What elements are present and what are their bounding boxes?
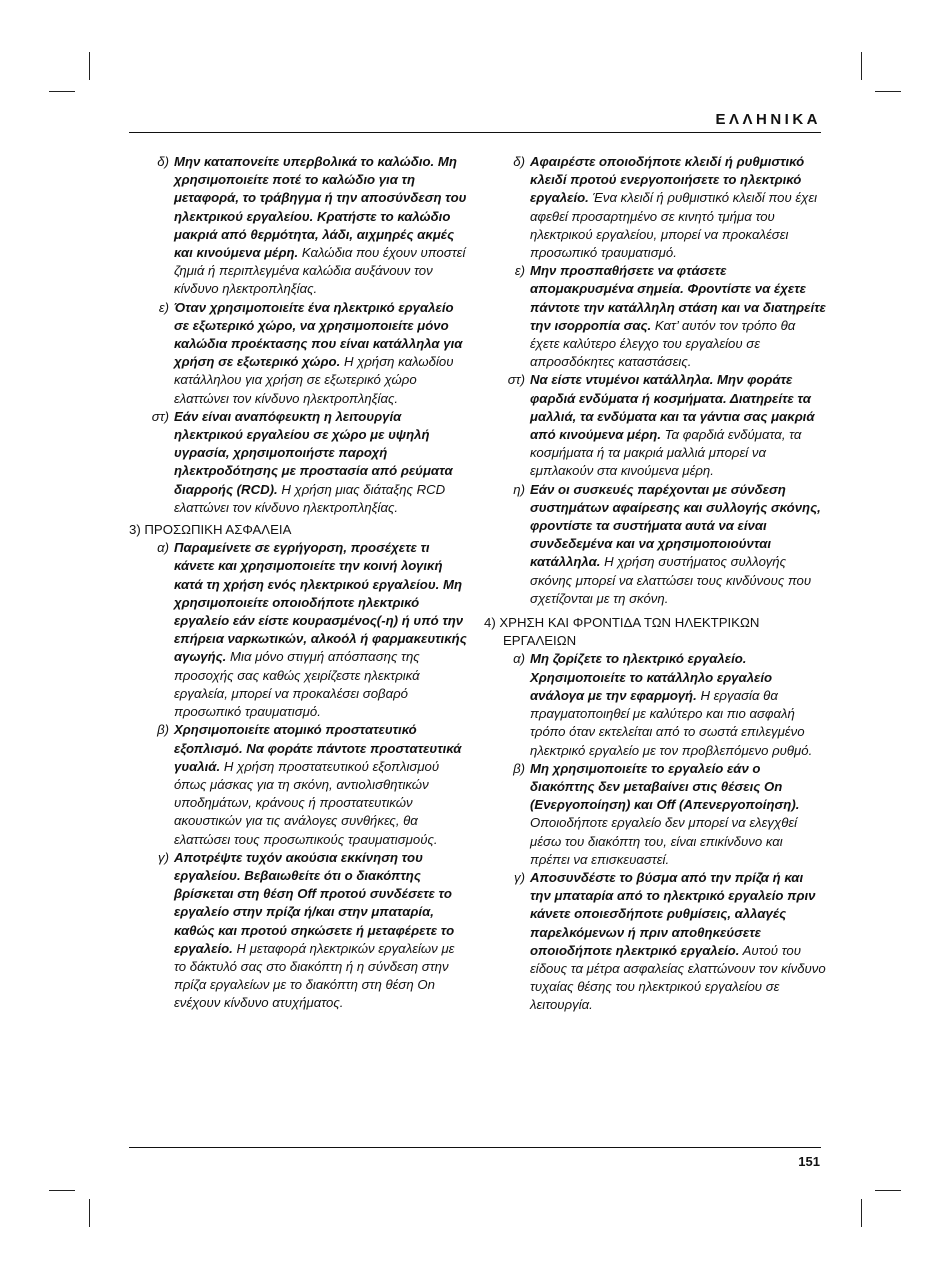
list-item <box>129 153 469 299</box>
list-item <box>129 539 469 721</box>
crop-mark <box>875 91 901 92</box>
list-item <box>129 408 469 517</box>
crop-mark <box>89 1199 90 1227</box>
section-heading <box>484 614 826 650</box>
right-column <box>484 153 826 1015</box>
item-label: η) <box>513 481 525 497</box>
list-item <box>484 262 826 371</box>
section-heading-line: ΕΡΓΑΛΕΙΩΝ <box>503 633 577 649</box>
item-text: Μην καταπονείτε υπερβολικά το καλώδιο. Μη χρησιμοποιείτε ποτέ το καλώδιο για τη μεταφορά, το τράβηγμα ή την αποσύνδεση του ηλεκτρικού εργαλείου. Κρατήστε το καλώδιο μακριά από θερμότητα, λάδι, αιχμηρές ακμές και κινούμενα μέρη. Καλώδια που έχουν υποστεί ζημιά ή περιπλεγμένα καλώδια αυξάνουν τον κίνδυνο ηλεκτροπληξίας. <box>174 154 467 297</box>
list-item <box>129 721 469 848</box>
list-item <box>129 299 469 408</box>
item-text: Μην προσπαθήσετε να φτάσετε απομακρυσμένα σημεία. Φροντίστε να έχετε πάντοτε την κατάλληλη στάση και να διατηρείτε την ισορροπία σας. Κατ’ αυτόν τον τρόπο θα έχετε καλύτερο έλεγχο του εργαλείου σε απροσδόκητες καταστάσεις. <box>530 263 826 370</box>
language-header: ΕΛΛΗΝΙΚΑ <box>715 111 821 128</box>
item-text: Μη χρησιμοποιείτε το εργαλείο εάν ο διακόπτης δεν μεταβαίνει στις θέσεις On (Ενεργοποίηση) και Off (Απενεργοποίηση). Οποιοδήποτε εργαλείο δεν μπορεί να ελεγχθεί μέσω του διακόπτη του, είναι επικίνδυνο και πρέπει να επισκευαστεί. <box>530 760 800 867</box>
crop-mark <box>875 1190 901 1191</box>
item-label: γ) <box>514 869 525 885</box>
item-text: Χρησιμοποιείτε ατομικό προστατευτικό εξοπλισμό. Να φοράτε πάντοτε προστατευτικά γυαλιά. Η χρήση προστατευτικού εξοπλισμού όπως μάσκας για τη σκόνη, αντιολισθητικών υποδημάτων, κράνους ή προστατευτικών ακουστικών για τις ανάλογες συνθήκες, θα ελαττώσει τους προσωπικούς τραυματισμούς. <box>174 722 462 847</box>
crop-mark <box>89 52 90 80</box>
list-item <box>484 760 826 869</box>
item-text: Αφαιρέστε οποιοδήποτε κλειδί ή ρυθμιστικό κλειδί προτού ενεργοποιήσετε το ηλεκτρικό εργαλείο. Ένα κλειδί ή ρυθμιστικό κλειδί που έχει αφεθεί προσαρτημένο σε κινητό τμήμα του ηλεκτρικού εργαλείου, μπορεί να προκαλέσει προσωπικό τραυματισμό. <box>530 154 818 261</box>
item-label: ε) <box>514 263 525 279</box>
item-label: γ) <box>158 849 169 865</box>
section-heading-line: 4) ΧΡΗΣΗ ΚΑΙ ΦΡΟΝΤΙΔΑ ΤΩΝ ΗΛΕΚΤΡΙΚΩΝ <box>484 615 760 631</box>
crop-mark <box>861 52 862 80</box>
section-heading: 3) ΠΡΟΣΩΠΙΚΗ ΑΣΦΑΛΕΙΑ <box>129 522 292 538</box>
item-label: ε) <box>158 299 169 315</box>
item-label: στ) <box>151 408 169 424</box>
list-item <box>484 650 826 759</box>
item-label: β) <box>157 722 169 738</box>
list-item <box>484 869 826 1015</box>
item-text: Εάν είναι αναπόφευκτη η λειτουργία ηλεκτρικού εργαλείου σε χώρο με υψηλή υγρασία, χρησιμοποιήστε παροχή ηλεκτροδότησης με προστασία από ρεύματα διαρροής (RCD). Η χρήση μιας διάταξης RCD ελαττώνει τον κίνδυνο ηλεκτροπληξίας. <box>174 408 453 515</box>
page-number: 151 <box>798 1154 820 1169</box>
item-text: Όταν χρησιμοποιείτε ένα ηλεκτρικό εργαλείο σε εξωτερικό χώρο, να χρησιμοποιείτε μόνο καλώδια προέκτασης που είναι κατάλληλα για χρήση σε εξωτερικό χώρο. Η χρήση καλωδίου κατάλληλου για χρήση σε εξωτερικό χώρο ελαττώνει τον κίνδυνο ηλεκτροπληξίας. <box>174 299 463 406</box>
list-item <box>129 849 469 1013</box>
header-rule <box>129 132 821 133</box>
item-label: δ) <box>513 154 525 169</box>
item-label: α) <box>513 651 525 667</box>
list-item <box>484 153 826 262</box>
list-item <box>484 371 826 480</box>
crop-mark <box>861 1199 862 1227</box>
crop-mark <box>49 1190 75 1191</box>
crop-mark <box>49 91 75 92</box>
item-label: α) <box>157 540 169 556</box>
item-label: δ) <box>157 154 169 169</box>
item-text: Παραμείνετε σε εγρήγορση, προσέχετε τι κάνετε και χρησιμοποιείτε την κοινή λογική κατά τη χρήση ενός ηλεκτρικού εργαλείου. Μη χρησιμοποιείτε οποιοδήποτε ηλεκτρικό εργαλείο εάν είστε κουρασμένος(-η) ή υπό την επήρεια ναρκωτικών, αλκοόλ ή φαρμακευτικής αγωγής. Μια μόνο στιγμή απόσπασης της προσοχής σας καθώς χειρίζεστε ηλεκτρικά εργαλεία, μπορεί να προκαλέσει σοβαρό προσωπικό τραυματισμό. <box>174 540 467 720</box>
left-column <box>129 153 469 1013</box>
item-text: Να είστε ντυμένοι κατάλληλα. Μην φοράτε φαρδιά ενδύματα ή κοσμήματα. Διατηρείτε τα μαλλιά, τα ενδύματα και τα γάντια σας μακριά από κινούμενα μέρη. Τα φαρδιά ενδύματα, τα κοσμήματα ή τα μακριά μαλλιά μπορεί να εμπλακούν στα κινούμενα μέρη. <box>530 372 815 479</box>
item-text: Εάν οι συσκευές παρέχονται με σύνδεση συστημάτων αφαίρεσης και συλλογής σκόνης, φροντίστε τα συστήματα αυτά να είναι συνδεδεμένα και να χρησιμοποιούνται κατάλληλα. Η χρήση συστήματος συλλογής σκόνης μπορεί να ελαττώσει τους κινδύνους που σχετίζονται με τη σκόνη. <box>530 481 821 606</box>
item-text: Μη ζορίζετε το ηλεκτρικό εργαλείο. Χρησιμοποιείτε το κατάλληλο εργαλείο ανάλογα με την εφαρμογή. Η εργασία θα πραγματοποιηθεί με καλύτερο και πιο ασφαλή τρόπο όταν εκτελείται από το σωστά επιλεγμένο ηλεκτρικό εργαλείο με τον προβλεπόμενο ρυθμό. <box>530 651 813 758</box>
item-label: στ) <box>507 372 525 388</box>
item-text: Αποτρέψτε τυχόν ακούσια εκκίνηση του εργαλείου. Βεβαιωθείτε ότι ο διακόπτης βρίσκεται στη θέση Off προτού συνδέσετε το εργαλείο στην πρίζα ή/και στην μπαταρία, καθώς και προτού σηκώσετε ή μεταφέρετε το εργαλείο. Η μεταφορά ηλεκτρικών εργαλείων με το δάκτυλό σας στο διακόπτη ή η σύνδεση στην πρίζα εργαλείων με το διακόπτη στη θέση On ενέχουν κίνδυνο ατυχήματος. <box>174 849 455 1011</box>
item-label: β) <box>513 760 525 776</box>
list-item <box>484 481 826 608</box>
item-text: Αποσυνδέστε το βύσμα από την πρίζα ή και την μπαταρία από το ηλεκτρικό εργαλείο πριν κάνετε οποιεσδήποτε ρυθμίσεις, αλλαγές παρελκόμενων ή πριν αποθηκεύσετε οποιοδήποτε ηλεκτρικό εργαλείο. Αυτού του είδους τα μέτρα ασφαλείας ελαττώνουν τον κίνδυνο τυχαίας θέσης του ηλεκτρικού εργαλείου σε λειτουργία. <box>530 869 826 1013</box>
footer-rule <box>129 1147 821 1148</box>
